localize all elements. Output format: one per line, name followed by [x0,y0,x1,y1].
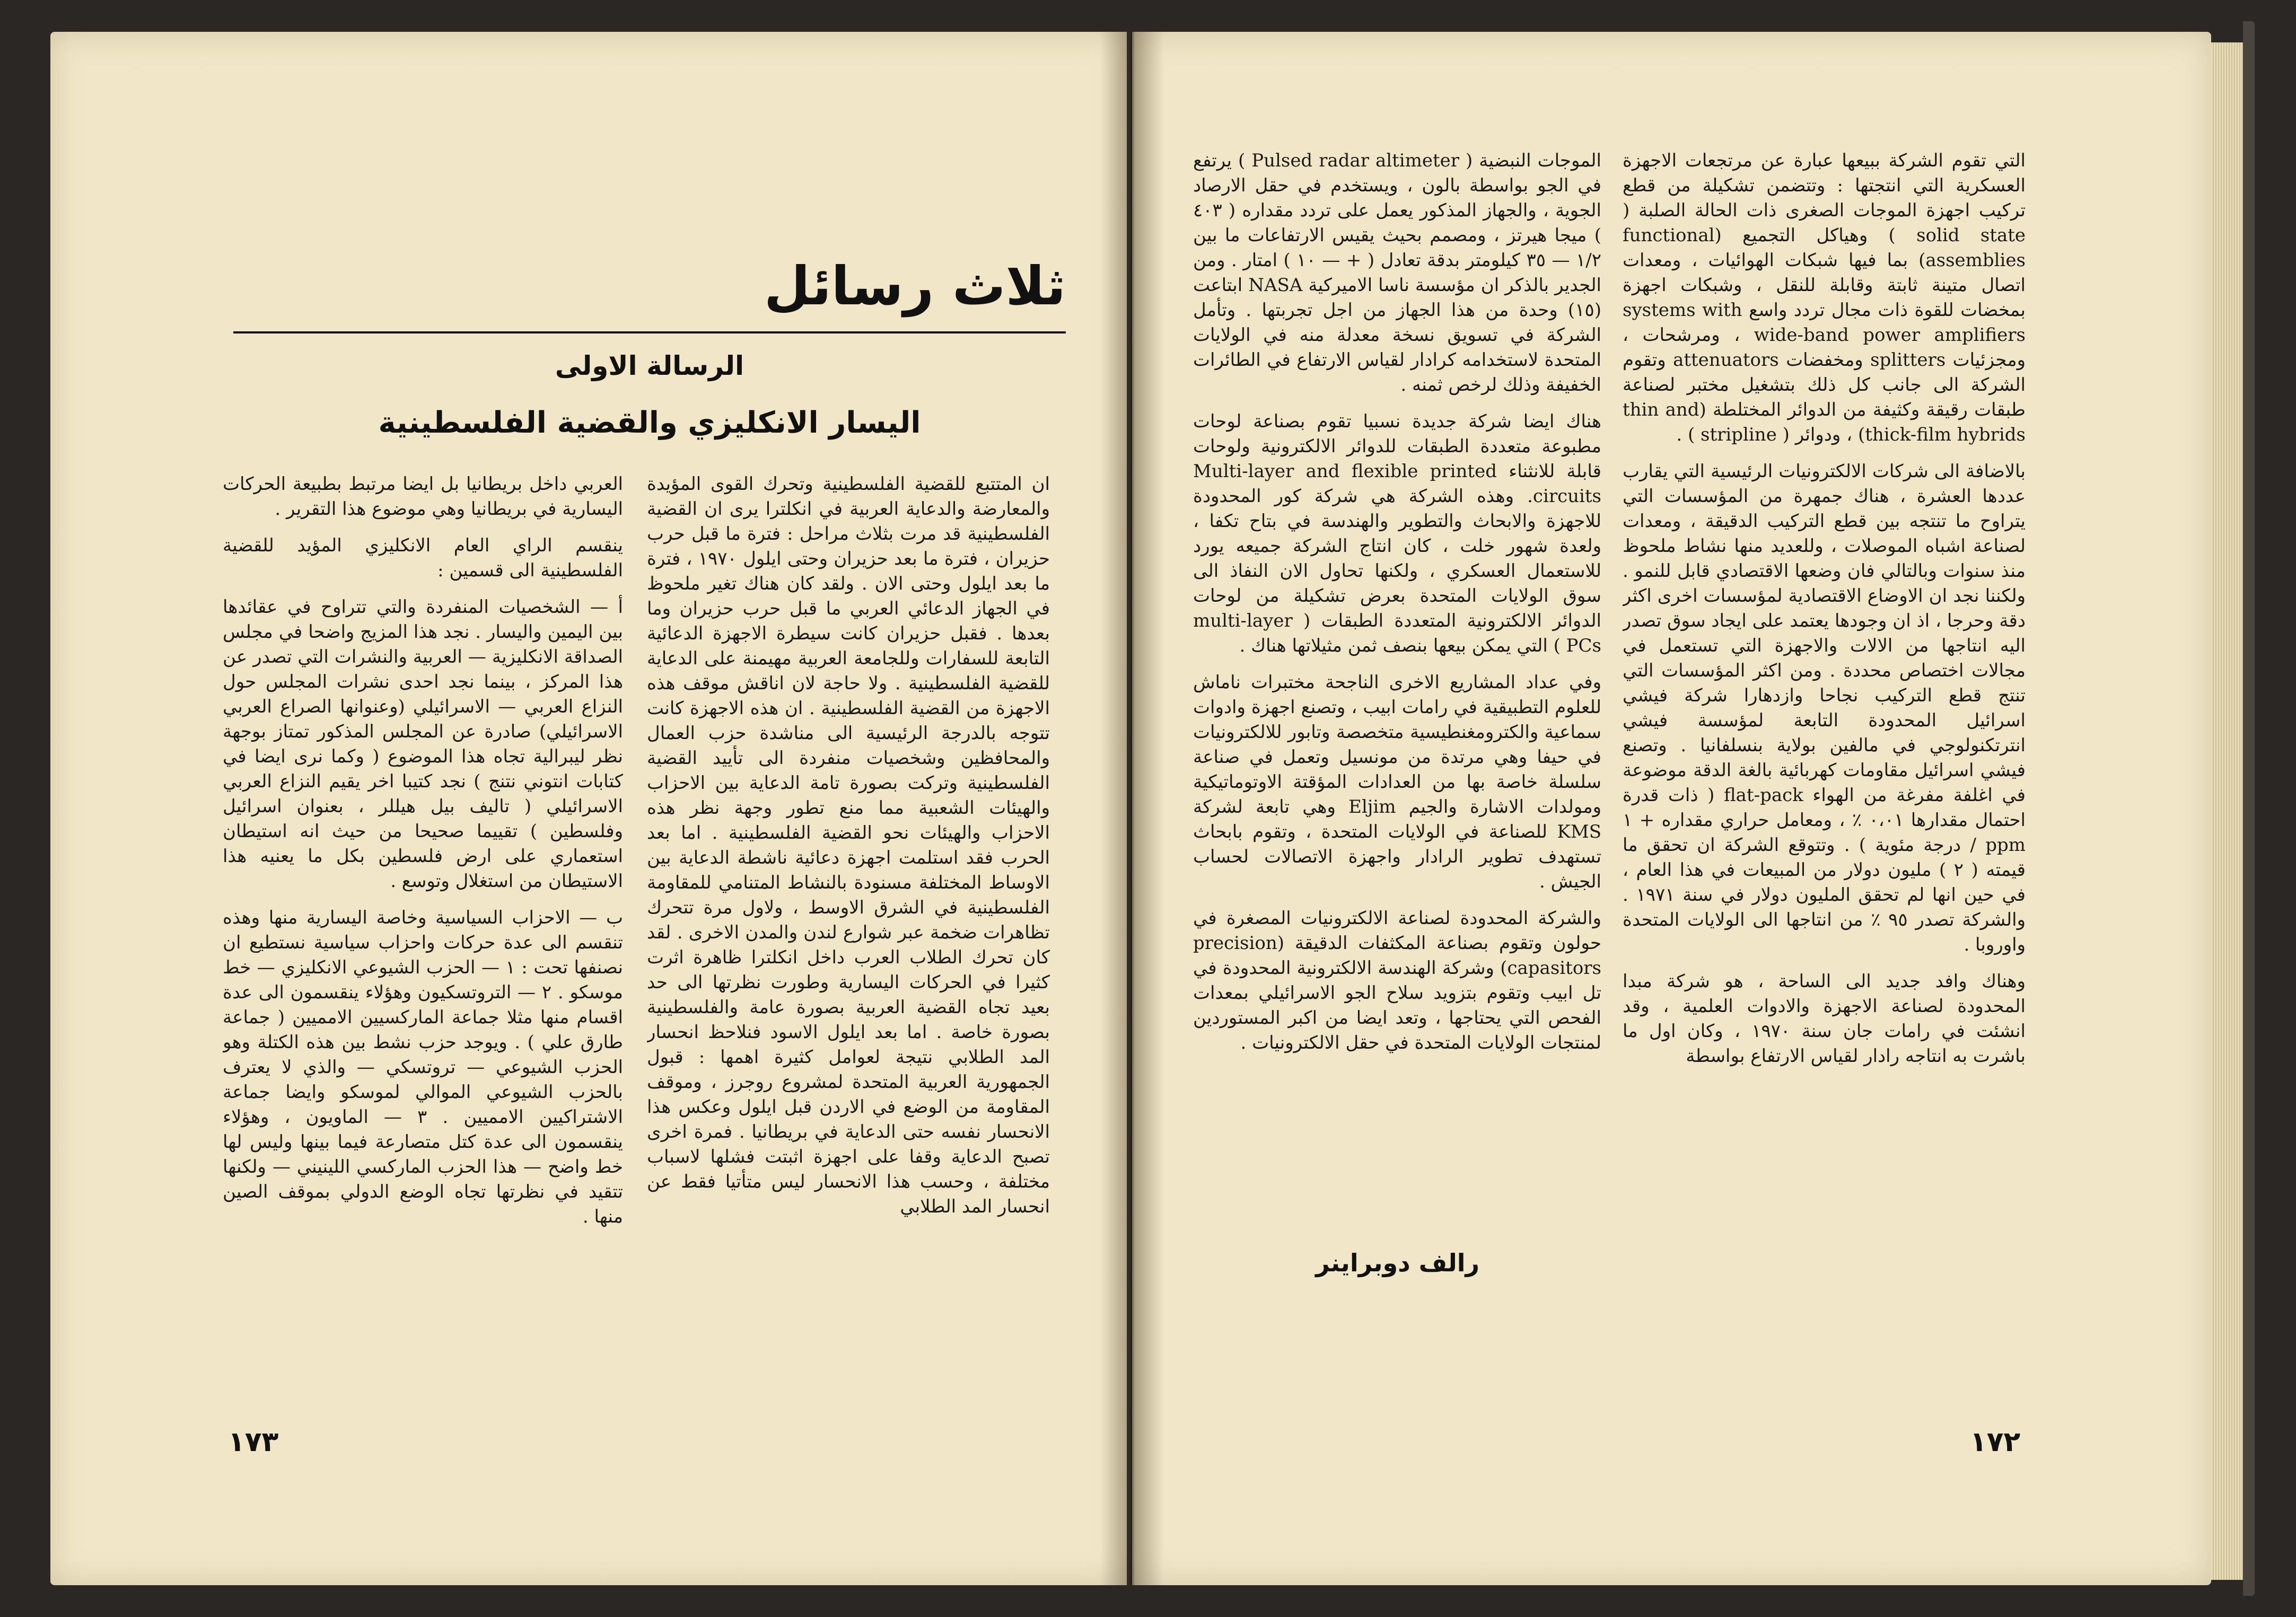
topic-subtitle: اليسار الانكليزي والقضية الفلسطينية [378,406,921,440]
paragraph: ان المتتبع للقضية الفلسطينية وتحرك القوى المؤيدة والمعارضة والدعاية العربية في انكلترا يرى ان القضية الفلسطينية قد مرت بثلاث مراحل : فترة ما قبل حرب حزيران ، فترة ما بعد حزيران وحتى ايلول ١٩٧٠ ، فترة ما بعد ايلول وحتى الان . ولقد كان هناك تغير ملحوظ في الجهاز الدعائي العربي ما قبل حرب حزيران وما بعدها . فقبل حزيران كانت سيطرة الاجهزة الدعائية التابعة للسفارات وللجامعة العربية مهيمنة على الدعاية للقضية الفلسطينية . ولا حاجة لان اناقش موقف هذه الاجهزة من القضية الفلسطينية . ان هذه الاجهزة كانت تتوجه بالدرجة الرئيسية الى مناشدة حزب العمال والمحافظين وشخصيات منفردة الى تأييد القضية الفلسطينية وتركت بصورة تامة الدعاية بين الاحزاب والهيئات الشعبية مما منع تطور وجهة نظر هذه الاحزاب والهيئات نحو القضية الفلسطينية . اما بعد الحرب فقد استلمت اجهزة دعائية ناشطة الدعاية بين الاوساط المختلفة مسنودة بالنشاط المتنامي للمقاومة الفلسطينية في الشرق الاوسط ، ولاول مرة تتحرك تظاهرات ضخمة عبر شوارع لندن والمدن الاخرى . لقد كان تحرك الطلاب العرب داخل انكلترا ظاهرة اثرت كثيرا في الحركات اليسارية وطورت نظرتها الى حد بعيد تجاه القضية العربية بصورة عامة والفلسطينية بصورة خاصة . اما بعد ايلول الاسود فنلاحظ انحسار المد الطلابي نتيجة لعوامل كثيرة اهمها : قبول الجمهورية العربية المتحدة لمشروع روجرز ، وموقف المقاومة من الوضع في الاردن قبل ايلول وعكس هذا الانحسار نفسه حتى الدعاية في بريطانيا . فمرة اخرى تصبح الدعاية وقفا على اجهزة اثبتت فشلها لاسباب مختلفة ، وحسب هذا الانحسار ليس متأتيا فقط عن انحسار المد الطلابي [647,473,1050,1217]
paragraph: العربي داخل بريطانيا بل ايضا مرتبط بطبيعة الحركات اليسارية في بريطانيا وهي موضوع هذا التقرير . [223,473,623,520]
paragraph: ب — الاحزاب السياسية وخاصة اليسارية منها وهذه تنقسم الى عدة حركات واحزاب سياسية نستطيع ان نصنفها تحت : ١ — الحزب الشيوعي الانكليزي — خط موسكو . ٢ — التروتسكيون وهؤلاء ينقسمون الى عدة اقسام منها مثلا جماعة الماركسيين الامميين ( جماعة طارق علي ) . ويوجد حزب نشط بين هذه الكتلة وهو الحزب الشيوعي — تروتسكي — والذي لا يعترف بالحزب الشيوعي الموالي لموسكو وايضا جماعة الاشتراكيين الامميين . ٣ — الماويون ، وهؤلاء ينقسمون الى عدة كتل متصارعة فيما بينها وليس لها خط واضح — هذا الحزب الماركسي اللينيني — ولكنها تتقيد في نظرتها تجاه الوضع الدولي بموقف الصين منها . [223,907,623,1227]
right-page-left-column [1193,148,1601,1241]
paragraph: وفي عداد المشاريع الاخرى الناجحة مختبرات ناماش للعلوم التطبيقية في رامات ابيب ، وتصنع اجهزة وادوات سماعية والكترومغنطيسية متخصصة وتابور للالكترونيات في حيفا وهي مرتدة من مونسيل وتعمل في صناعة سلسلة خاصة بها من العدادات المؤقتة الاوتوماتيكية ومولدات الاشارة والجيم Eljim وهي تابعة لشركة KMS للصناعة في الولايات المتحدة ، وتقوم بابحاث تستهدف تطوير الرادار واجهزة الاتصالات لحساب الجيش . [1193,672,1601,892]
paragraph: بالاضافة الى شركات الالكترونيات الرئيسية التي يقارب عددها العشرة ، هناك جمهرة من المؤسسات التي يتراوح ما تنتجه بين قطع التركيب الدقيقة ، ومعدات لصناعة اشباه الموصلات ، وللعديد منها نشاط ملحوظ منذ سنوات وبالتالي فان وضعها الاقتصادي قابل للنمو . ولكننا نجد ان الاوضاع الاقتصادية لمؤسسات اخرى اكثر دقة وحرجا ، اذ ان وجودها يعتمد على ايجاد سوق تصدر اليه انتاجها من الالات والاجهزة التي تستعمل في مجالات اختصاص محددة . ومن اكثر المؤسسات التي تنتج قطع التركيب نجاحا وازدهارا شركة فيشي اسرائيل المحدودة التابعة لمؤسسة فيشي انترتكنولوجي في مالفين بولاية بنسلفانيا . وتصنع فيشي اسرائيل مقاومات كهربائية بالغة الدقة موضوعة في اغلفة مفرغة من الهواء flat-pack ( ذات قدرة احتمال مقدارها ٠،٠١ ٪ ، ومعامل حراري مقداره + ١ ppm / درجة مئوية ) . وتتوقع الشركة ان تحقق ما قيمته ( ٢ ) مليون دولار من المبيعات في هذا العام ، في حين انها لم تحقق المليون دولار في سنة ١٩٧١ . والشركة تصدر ٩٥ ٪ من انتاجها الى الولايات المتحدة واوروبا . [1623,461,2026,955]
right-page-right-column [1623,148,2026,1288]
paragraph: والشركة المحدودة لصناعة الالكترونيات المصغرة في حولون وتقوم بصناعة المكثفات الدقيقة (precision capasitors) وشركة الهندسة الالكترونية المحدودة في تل ابيب وتقوم بتزويد سلاح الجو الاسرائيلي بمعدات الفحص التي يحتاجها ، وتعد ايضا من اكبر المستوردين لمنتجات الولايات المتحدة في حقل الالكترونيات . [1193,908,1601,1053]
paragraph: التي تقوم الشركة ببيعها عبارة عن مرتجعات الاجهزة العسكرية التي انتجتها : وتتضمن تشكيلة من قطع تركيب اجهزة الموجات الصغرى ذات الحالة الصلبة ( solid state ) وهياكل التجميع (functional assemblies) بما فيها شبكات الهوائيات ، ومعدات اتصال متينة ثابتة وقابلة للنقل ، وشبكات اجهزة بمخضات للقوة ذات مجال تردد واسع systems with wide-band power amplifiers ، ومرشحات ، ومجزئيات splitters ومخفضات attenuators وتقوم الشركة الى جانب كل ذلك بتشغيل مختبر لصناعة طبقات رقيقة وكثيفة من الدوائر المختلطة (thin and thick-film hybrids) ، ودوائر ( stripline ) . [1623,150,2026,445]
left-page-left-column [223,472,623,1373]
paragraph: ينقسم الراي العام الانكليزي المؤيد للقضية الفلسطينية الى قسمين : [223,535,623,581]
article-title: ثلاث رسائل [764,255,1066,317]
paragraph: وهناك وافد جديد الى الساحة ، هو شركة مبدا المحدودة لصناعة الاجهزة والادوات العلمية ، وقد انشئت في رامات جان سنة ١٩٧٠ ، وكان اول ما باشرت به انتاجه رادار لقياس الارتفاع بواسطة [1623,971,2026,1067]
book-cover-edge [2243,21,2255,1596]
paragraph: الموجات النبضية ( Pulsed radar altimeter ) يرتفع في الجو بواسطة بالون ، ويستخدم في حقل الارصاد الجوية ، والجهاز المذكور يعمل على تردد مقداره ( ٤٠٣ ) ميجا هيرتز ، ومصمم بحيث يقيس الارتفاعات ما بين ١/٢ — ٣٥ كيلومتر بدقة تعادل ( + — ١٠ ) امتار . ومن الجدير بالذكر ان مؤسسة ناسا الاميركية NASA ابتاعت (١٥) وحدة من هذا الجهاز من اجل تجربتها . وتأمل الشركة في تسويق نسخة معدلة منه في الولايات المتحدة لاستخدامه كرادار لقياس الارتفاع في الطائرات الخفيفة وذلك لرخص ثمنه . [1193,150,1601,396]
left-page-right-column [647,472,1050,1373]
letter-subtitle: الرسالة الاولى [555,350,744,381]
page-number-left: ١٧٣ [228,1426,279,1458]
title-rule [233,331,1066,333]
paragraph: هناك ايضا شركة جديدة نسبيا تقوم بصناعة لوحات مطبوعة متعددة الطبقات للدوائر الالكترونية ولوحات قابلة للانثناء Multi-layer and flexible printed circuits. وهذه الشركة هي شركة كور المحدودة للاجهزة والابحاث والتطوير والهندسة في بتاح تكفا ، ولعدة شهور خلت ، كان انتاج الشركة جميعه يورد للاستعمال العسكري ، ولكنها تحاول الان النفاذ الى سوق الولايات المتحدة بعرض تشكيلة من لوحات الدوائر الالكترونية المتعددة الطبقات ( multi-layer PCs ) التي يمكن بيعها بنصف ثمن مثيلاتها هناك . [1193,411,1601,656]
paragraph: أ — الشخصيات المنفردة والتي تتراوح في عقائدها بين اليمين واليسار . نجد هذا المزيج واضحا في مجلس الصداقة الانكليزية — العربية والنشرات التي تصدر عن هذا المركز ، بينما نجد احدى نشرات المجلس حول النزاع العربي — الاسرائيلي (وعنوانها الصراع العربي الاسرائيلي) صادرة عن المجلس المذكور تمتاز بوجهة نظر ليبرالية تجاه هذا الموضوع ( وكما نرى ايضا في كتابات انتوني نتنج ) نجد كتيبا اخر يقيم النزاع العربي الاسرائيلي ( تاليف بيل هيللر ، بعنوان اسرائيل وفلسطين ) تقييما صحيحا من حيث انه استيطان استعماري على ارض فلسطين بكل ما يعنيه هذا الاستيطان من استغلال وتوسع . [223,596,623,892]
page-number-right: ١٧٢ [1970,1426,2021,1458]
book-gutter [1100,32,1164,1585]
author-signature: رالف دوبراينر [1316,1249,1479,1277]
